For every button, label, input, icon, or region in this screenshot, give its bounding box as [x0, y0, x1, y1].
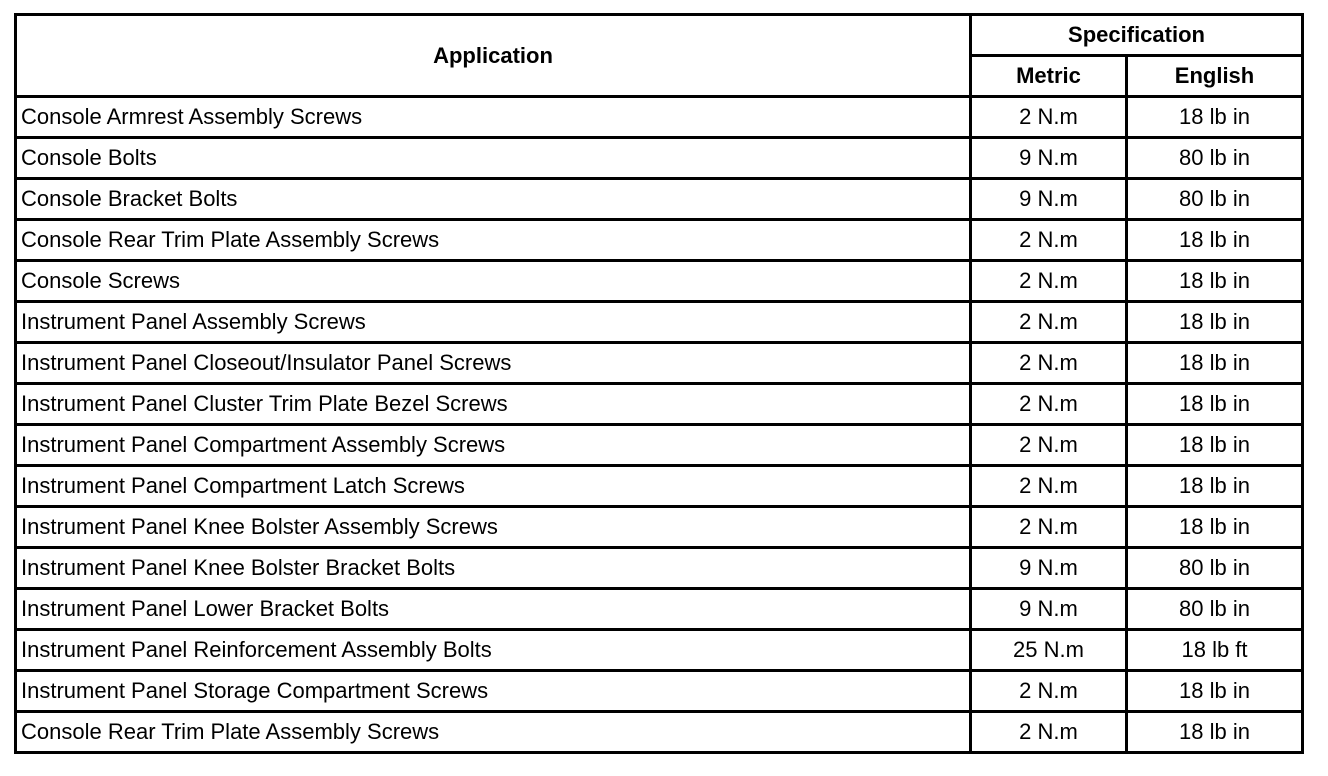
- application-cell: Instrument Panel Lower Bracket Bolts: [16, 589, 971, 630]
- metric-cell: 25 N.m: [971, 630, 1127, 671]
- application-cell: Instrument Panel Reinforcement Assembly Bolts: [16, 630, 971, 671]
- english-cell: 18 lb in: [1127, 302, 1303, 343]
- english-cell: 18 lb in: [1127, 343, 1303, 384]
- application-cell: Console Armrest Assembly Screws: [16, 97, 971, 138]
- metric-cell: 2 N.m: [971, 343, 1127, 384]
- english-cell: 80 lb in: [1127, 138, 1303, 179]
- table-row: [16, 425, 1303, 466]
- table-body: [16, 97, 1303, 753]
- table-row: [16, 261, 1303, 302]
- metric-cell: 9 N.m: [971, 589, 1127, 630]
- application-cell: Console Rear Trim Plate Assembly Screws: [16, 220, 971, 261]
- english-cell: 18 lb in: [1127, 507, 1303, 548]
- metric-cell: 2 N.m: [971, 384, 1127, 425]
- metric-cell: 2 N.m: [971, 466, 1127, 507]
- english-cell: 80 lb in: [1127, 548, 1303, 589]
- application-cell: Console Rear Trim Plate Assembly Screws: [16, 712, 971, 753]
- table-row: [16, 589, 1303, 630]
- table-row: [16, 343, 1303, 384]
- table-row: [16, 507, 1303, 548]
- table-row: [16, 384, 1303, 425]
- metric-cell: 9 N.m: [971, 138, 1127, 179]
- metric-column-header: Metric: [971, 56, 1127, 97]
- metric-cell: 9 N.m: [971, 548, 1127, 589]
- table-row: [16, 712, 1303, 753]
- table-row: [16, 220, 1303, 261]
- table-row: [16, 630, 1303, 671]
- english-cell: 80 lb in: [1127, 179, 1303, 220]
- application-cell: Instrument Panel Knee Bolster Assembly Screws: [16, 507, 971, 548]
- application-cell: Console Bolts: [16, 138, 971, 179]
- application-cell: Instrument Panel Storage Compartment Screws: [16, 671, 971, 712]
- table-row: [16, 179, 1303, 220]
- metric-cell: 2 N.m: [971, 261, 1127, 302]
- table-row: [16, 138, 1303, 179]
- table-row: [16, 466, 1303, 507]
- application-cell: Instrument Panel Compartment Assembly Screws: [16, 425, 971, 466]
- application-cell: Console Screws: [16, 261, 971, 302]
- english-column-header: English: [1127, 56, 1303, 97]
- application-cell: Instrument Panel Closeout/Insulator Panel Screws: [16, 343, 971, 384]
- english-cell: 80 lb in: [1127, 589, 1303, 630]
- table-header: [16, 15, 1303, 97]
- application-cell: Instrument Panel Knee Bolster Bracket Bolts: [16, 548, 971, 589]
- metric-cell: 2 N.m: [971, 425, 1127, 466]
- english-cell: 18 lb in: [1127, 384, 1303, 425]
- torque-spec-table: [14, 13, 1304, 754]
- table-row: [16, 548, 1303, 589]
- application-cell: Instrument Panel Cluster Trim Plate Bezel Screws: [16, 384, 971, 425]
- english-cell: 18 lb in: [1127, 261, 1303, 302]
- metric-cell: 2 N.m: [971, 712, 1127, 753]
- metric-cell: 2 N.m: [971, 220, 1127, 261]
- specification-column-header: Specification: [971, 15, 1303, 56]
- metric-cell: 2 N.m: [971, 97, 1127, 138]
- application-cell: Instrument Panel Compartment Latch Screws: [16, 466, 971, 507]
- table-row: [16, 302, 1303, 343]
- english-cell: 18 lb ft: [1127, 630, 1303, 671]
- english-cell: 18 lb in: [1127, 97, 1303, 138]
- application-cell: Instrument Panel Assembly Screws: [16, 302, 971, 343]
- application-column-header: Application: [16, 15, 971, 97]
- english-cell: 18 lb in: [1127, 671, 1303, 712]
- metric-cell: 9 N.m: [971, 179, 1127, 220]
- header-row-top: [16, 15, 1303, 56]
- english-cell: 18 lb in: [1127, 220, 1303, 261]
- metric-cell: 2 N.m: [971, 507, 1127, 548]
- application-cell: Console Bracket Bolts: [16, 179, 971, 220]
- english-cell: 18 lb in: [1127, 712, 1303, 753]
- english-cell: 18 lb in: [1127, 466, 1303, 507]
- table-row: [16, 671, 1303, 712]
- metric-cell: 2 N.m: [971, 302, 1127, 343]
- english-cell: 18 lb in: [1127, 425, 1303, 466]
- metric-cell: 2 N.m: [971, 671, 1127, 712]
- table-row: [16, 97, 1303, 138]
